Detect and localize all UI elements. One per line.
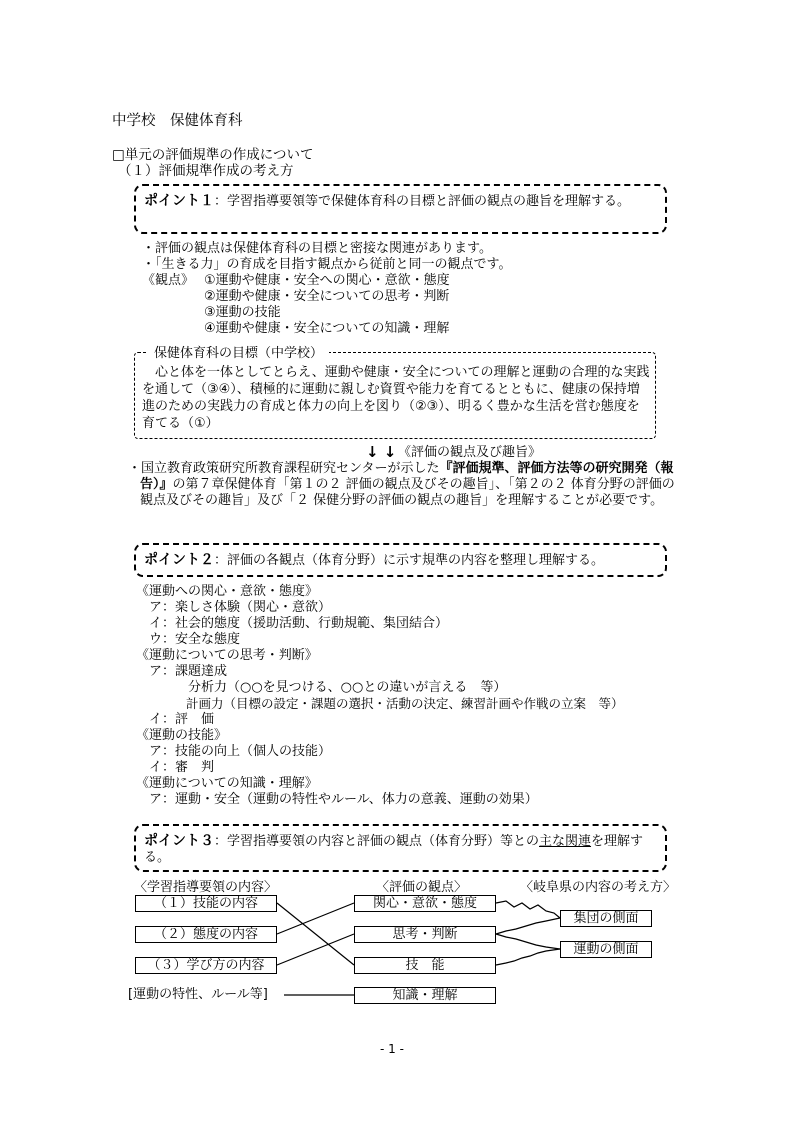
kanten-label: 《観点》 [142,273,195,288]
p2-line-11: ア：技能の向上（個人の技能） [136,744,332,759]
page-number: - 1 - [380,1042,404,1056]
point1-name: ポイント１ [144,193,214,209]
kanten-item-2: ②運動や健康・安全についての思考・判断 [204,289,450,304]
p2-line-6: ア：課題達成 [136,664,228,679]
point1-bullet-1: ・評価の観点は保健体育科の目標と密接な関連があります。 [142,241,492,256]
down-arrow-icon: ↓ ↓ [366,443,397,461]
diagram-mid-2: 思考・判断 [354,926,496,943]
diagram-left-3: （３）学び方の内容 [135,957,277,974]
p2-line-7: 分析力（○○を見つける、○○との違いが言える 等） [136,680,507,695]
reference-pre: ・国立教育政策研究所教育課程研究センターが示した [128,461,440,476]
reference-title: 『評価規準、評価方法等の研究開発（報告）』 [140,461,674,492]
p2-line-1: 《運動への関心・意欲・態度》 [136,584,319,599]
point3-text-underlined: 主な関連 [539,834,592,849]
diagram-mid-4: 知識・理解 [354,987,496,1004]
point1-text: ：学習指導要領等で保健体育科の目標と評価の観点の趣旨を理解する。 [214,194,631,209]
diagram-bracket-label: [運動の特性、ルール等] [128,987,268,1002]
p2-line-5: 《運動についての思考・判断》 [136,648,318,663]
diagram-mid-3: 技 能 [354,957,496,974]
reference-post: の第７章保健体育「第１の２ 評価の観点及びその趣旨」、「第２の２ 体育分野の評価の観点及びその趣旨」及び「２ 保健分野の評価の観点の趣旨」を理解することが必要です。 [140,477,675,508]
p2-line-8: 計画力（目標の設定・課題の選択・活動の決定、練習計画や作戦の立案 等） [136,696,624,711]
point1-bullet-2: ・「生きる力」の育成を目指す観点から従前と同一の観点です。 [142,257,512,272]
point3-name: ポイント３ [144,833,214,849]
diagram-col-mid: 〈評価の観点〉 [376,880,468,895]
kanten-item-1: ①運動や健康・安全への関心・意欲・態度 [204,273,450,288]
section-heading: □単元の評価規準の作成について [112,147,314,163]
page-title: 中学校 保健体育科 [112,113,243,129]
p2-line-10: 《運動の技能》 [136,728,228,743]
point3-text-pre: ：学習指導要領の内容と評価の観点（体育分野）等との [214,834,540,849]
goal-text: 心と体を一体としてとらえ、運動や健康・安全についての理解と運動の合理的な実践を通して（③④）、積極的に運動に親しむ資質や能力を育てるとともに、健康の保持増進のための実践力の育成と体力の向上を図り（②③）、明るく豊かな生活を営む態度を育てる（①） [142,365,650,431]
diagram-left-2: （２）態度の内容 [135,926,277,943]
point2-text: ：評価の各観点（体育分野）に示す規準の内容を整理し理解する。 [214,553,605,568]
diagram-col-right: 〈岐阜県の内容の考え方〉 [520,880,677,895]
kanten-item-3: ③運動の技能 [204,305,281,320]
p2-line-4: ウ：安全な態度 [136,632,241,647]
diagram-col-left: 〈学習指導要領の内容〉 [134,880,278,895]
diagram-mid-1: 関心・意欲・態度 [354,895,496,912]
p2-line-12: イ：審 判 [136,760,215,775]
point3-text-post: を理解する。 [144,834,644,865]
diagram-right-1: 集団の側面 [560,910,652,927]
point2-name: ポイント２ [144,552,214,568]
goal-label: 保健体育科の目標（中学校） [148,346,329,362]
diagram-left-1: （１）技能の内容 [135,895,277,912]
p2-line-2: ア：楽しさ体験（関心・意欲） [136,600,332,615]
p2-line-3: イ：社会的態度（援助活動、行動規範、集団結合） [136,616,449,631]
p2-line-9: イ：評 価 [136,712,215,727]
kanten-item-4: ④運動や健康・安全についての知識・理解 [204,321,450,336]
section-subheading: （１）評価規準作成の考え方 [118,163,294,179]
p2-line-14: ア：運動・安全（運動の特性やルール、体力の意義、運動の効果） [136,792,538,807]
p2-line-13: 《運動についての知識・理解》 [136,776,318,791]
diagram-right-2: 運動の側面 [560,941,652,958]
arrow-caption: 《評価の観点及び趣旨》 [398,445,542,460]
